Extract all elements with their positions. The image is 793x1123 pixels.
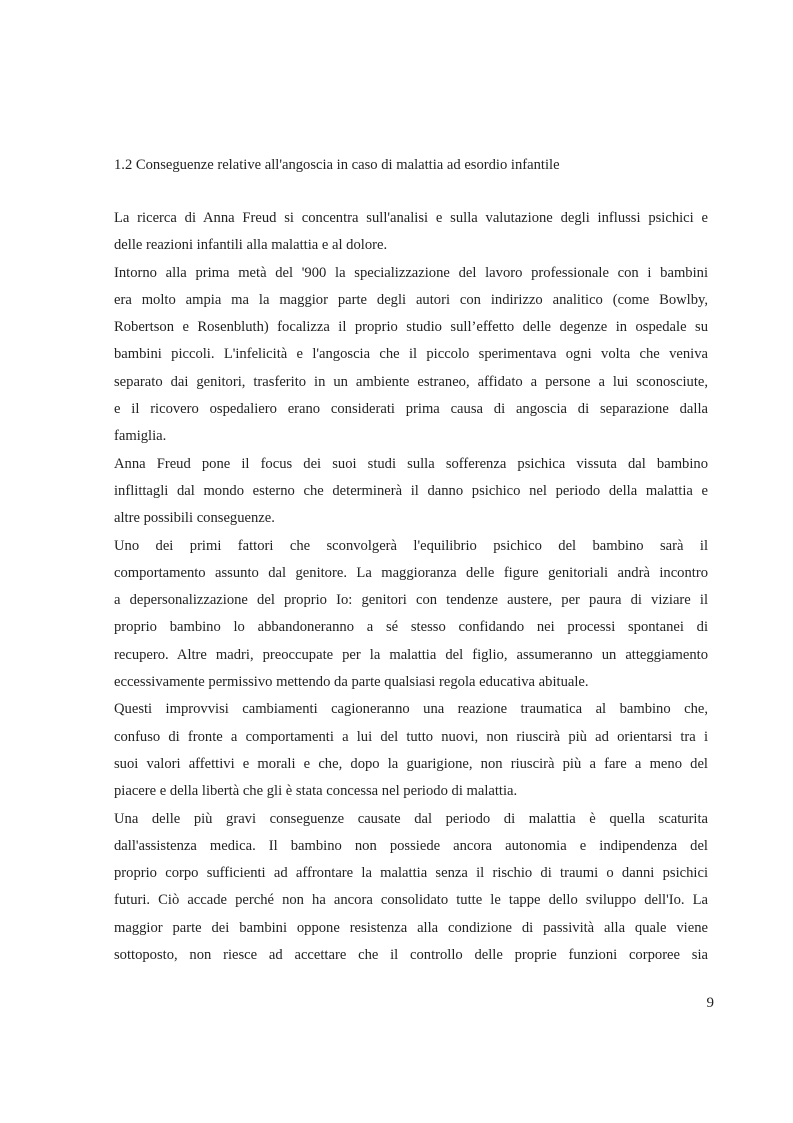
text-line: maggior parte dei bambini oppone resistenza alla condizione di passività alla quale viene xyxy=(114,919,708,936)
text-line: delle reazioni infantili alla malattia e al dolore. xyxy=(114,237,388,254)
text-line: proprio bambino lo abbandoneranno a sé stesso confidando nei processi spontanei di xyxy=(114,619,708,636)
text-line: sottoposto, non riesce ad accettare che il controllo delle proprie funzioni corporee sia xyxy=(114,947,708,964)
text-line: proprio corpo sufficienti ad affrontare la malattia senza il rischio di traumi o danni psichici xyxy=(114,865,708,882)
text-line: bambini piccoli. L'infelicità e l'angoscia che il piccolo sperimentava ogni volta che veniva xyxy=(114,346,708,363)
text-line: piacere e della libertà che gli è stata concessa nel periodo di malattia. xyxy=(114,783,518,800)
text-line: e il ricovero ospedaliero erano considerati prima causa di angoscia di separazione dalla xyxy=(114,401,708,418)
text-line: altre possibili conseguenze. xyxy=(114,510,275,527)
text-line: dall'assistenza medica. Il bambino non possiede ancora autonomia e indipendenza del xyxy=(114,837,708,854)
text-line: separato dai genitori, trasferito in un ambiente estraneo, affidato a persone a lui sconosciute, xyxy=(114,373,708,390)
text-line: Robertson e Rosenbluth) focalizza il proprio studio sull’effetto delle degenze in ospedale su xyxy=(114,319,708,336)
text-line: famiglia. xyxy=(114,428,167,445)
text-line: confuso di fronte a comportamenti a lui del tutto nuovi, non riuscirà più ad orientarsi tra i xyxy=(114,728,708,745)
text-line: Anna Freud pone il focus dei suoi studi sulla sofferenza psichica vissuta dal bambino xyxy=(114,455,708,472)
text-line: eccessivamente permissivo mettendo da parte qualsiasi regola educativa abituale. xyxy=(114,674,589,691)
text-line: Questi improvvisi cambiamenti cagioneranno una reazione traumatica al bambino che, xyxy=(114,701,708,718)
text-line: era molto ampia ma la maggior parte degli autori con indirizzo analitico (come Bowlby, xyxy=(114,291,708,308)
text-line: comportamento assunto dal genitore. La maggioranza delle figure genitoriali andrà incontro xyxy=(114,564,708,581)
section-heading: 1.2 Conseguenze relative all'angoscia in caso di malattia ad esordio infantile xyxy=(114,157,560,173)
text-line: inflittagli dal mondo esterno che determinerà il danno psichico nel periodo della malattia e xyxy=(114,482,708,499)
page-number: 9 xyxy=(706,995,714,1011)
text-line: futuri. Ciò accade perché non ha ancora consolidato tutte le tappe dello sviluppo dell'Io. La xyxy=(114,892,708,909)
text-line: Intorno alla prima metà del '900 la specializzazione del lavoro professionale con i bambini xyxy=(114,264,708,281)
text-line: Uno dei primi fattori che sconvolgerà l'equilibrio psichico del bambino sarà il xyxy=(114,537,708,554)
body-text xyxy=(114,205,708,969)
text-line: Una delle più gravi conseguenze causate dal periodo di malattia è quella scaturita xyxy=(114,810,708,827)
text-line: La ricerca di Anna Freud si concentra sull'analisi e sulla valutazione degli influssi psichici e xyxy=(114,210,708,226)
text-line: a depersonalizzazione del proprio Io: genitori con tendenze austere, per paura di viziare il xyxy=(114,592,708,609)
text-line: suoi valori affettivi e morali e che, dopo la guarigione, non riuscirà più a fare a meno del xyxy=(114,755,708,772)
text-line: recupero. Altre madri, preoccupate per la malattia del figlio, assumeranno un atteggiamento xyxy=(114,646,708,663)
